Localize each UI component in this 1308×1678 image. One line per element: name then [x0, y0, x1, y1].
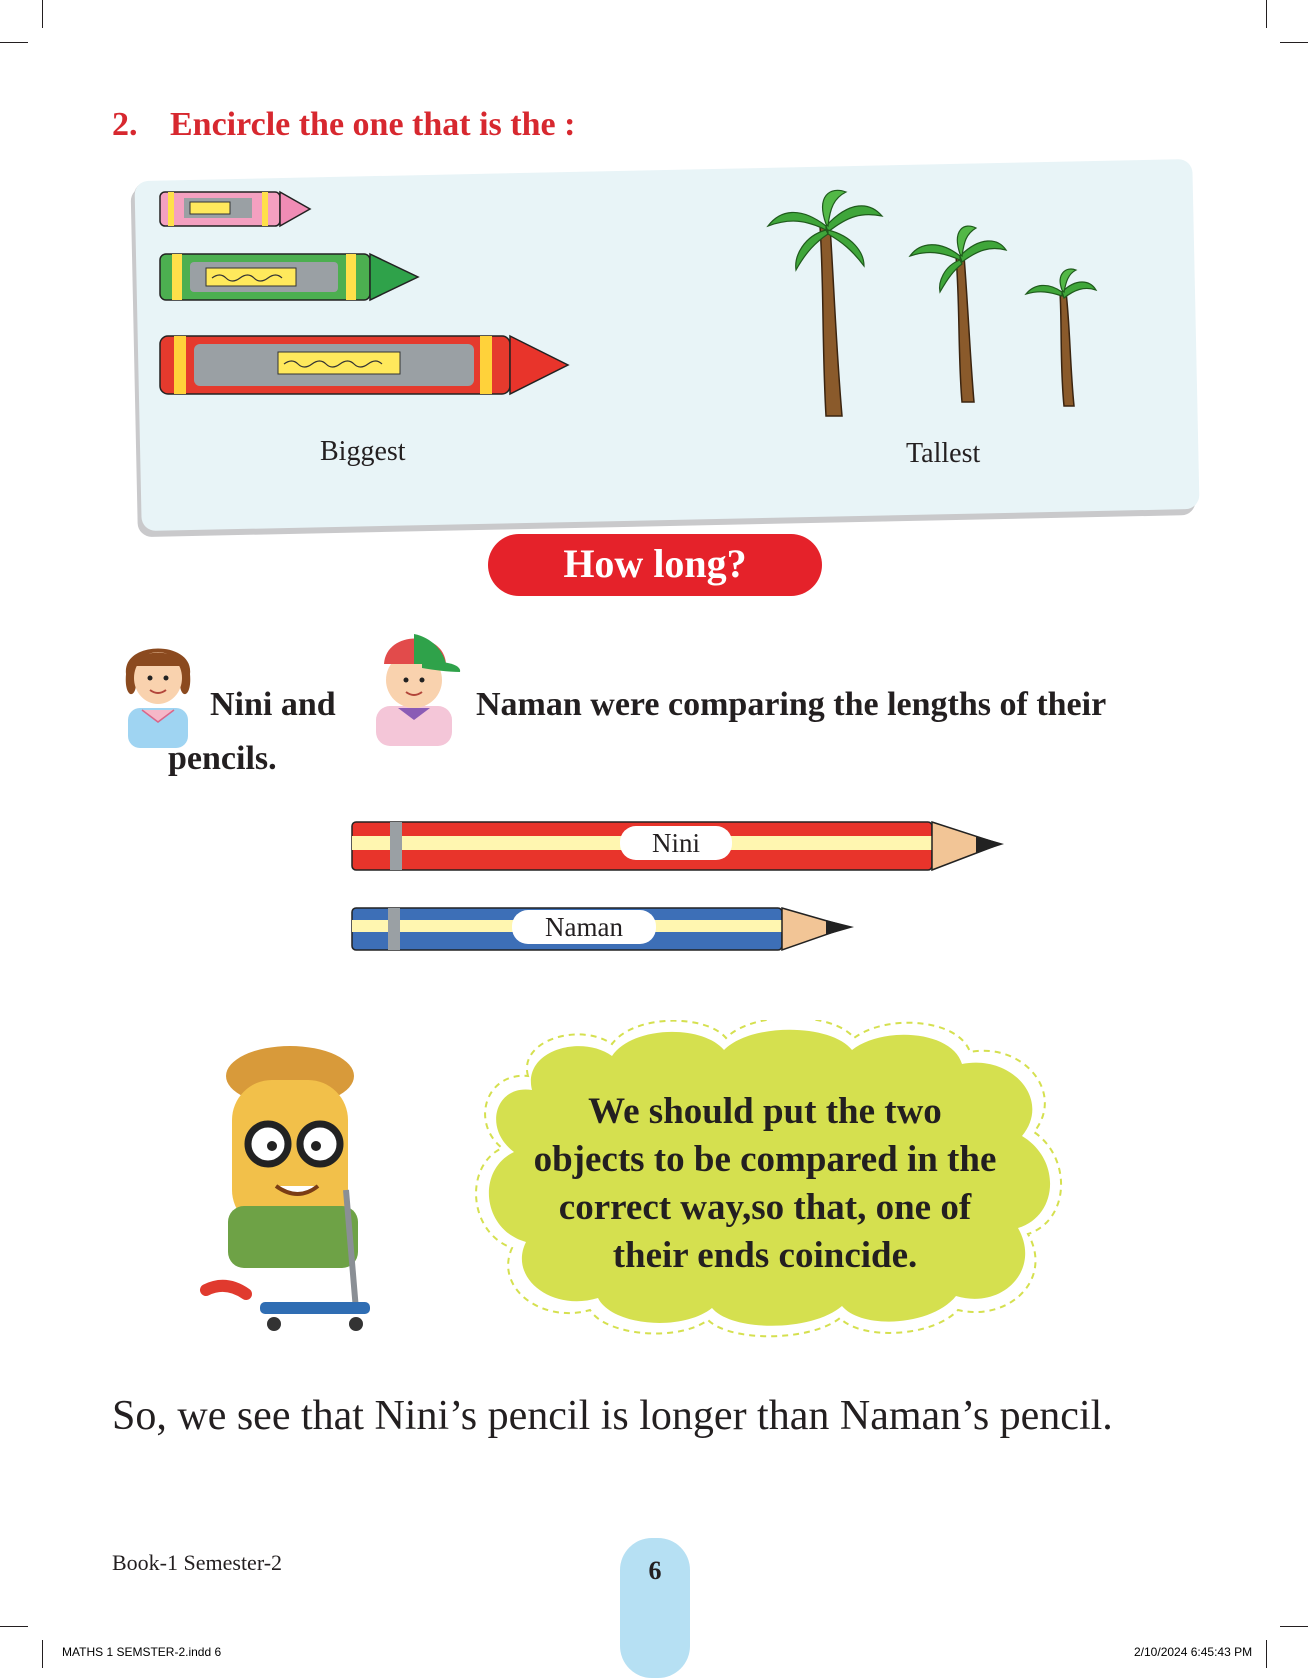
caption-biggest: Biggest: [320, 436, 406, 467]
crop-mark-bottom-right-h: [1280, 1626, 1308, 1627]
crayon-medium-icon: [160, 254, 418, 300]
tip-line-3: correct way,so that, one of: [558, 1187, 972, 1228]
conclusion-text: So, we see that Nini’s pencil is longer than Naman’s pencil.: [112, 1393, 1113, 1439]
nini-girl-icon: [112, 630, 204, 748]
palm-tree-tall-icon: [768, 190, 882, 416]
crop-mark-top-left-h: [0, 42, 28, 43]
tip-line-1: We should put the two: [588, 1091, 942, 1132]
pencil-label-naman: Naman: [512, 910, 656, 944]
story-line-2: pencils.: [168, 740, 277, 777]
mascot-character-icon: [170, 1040, 400, 1332]
crop-mark-bottom-left-h: [0, 1626, 28, 1627]
palm-tree-illustrations: [760, 186, 1120, 426]
crop-mark-bottom-left-v: [42, 1640, 43, 1668]
tip-line-4: their ends coincide.: [612, 1235, 918, 1276]
crayon-small-icon: [160, 192, 310, 226]
story-line-1b: Naman were comparing the lengths of their: [476, 686, 1107, 723]
slug-file-name: MATHS 1 SEMSTER-2.indd 6: [62, 1645, 222, 1659]
crayon-big-icon: [160, 336, 568, 394]
page-number: 6: [648, 1556, 662, 1585]
tip-text: [480, 1088, 1050, 1280]
palm-tree-medium-icon: [910, 226, 1006, 402]
section-title-pill: How long?: [488, 534, 822, 596]
pencil-label-nini: Nini: [620, 826, 732, 860]
slug-timestamp: 2/10/2024 6:45:43 PM: [1134, 1645, 1253, 1659]
palm-tree-short-icon: [1026, 269, 1096, 406]
story-line-1a: Nini and: [210, 686, 336, 723]
crop-mark-top-left-v: [42, 0, 43, 28]
crayon-illustrations: [150, 184, 590, 424]
crop-mark-top-right-h: [1280, 42, 1308, 43]
tip-line-2: objects to be compared in the: [533, 1139, 997, 1180]
footer-book-label: Book-1 Semester-2: [112, 1550, 283, 1575]
caption-tallest: Tallest: [906, 438, 981, 469]
exercise-number: 2.: [112, 106, 138, 143]
exercise-heading: [112, 106, 575, 144]
exercise-title: Encircle the one that is the :: [170, 106, 576, 143]
naman-boy-icon: [362, 624, 466, 746]
crop-mark-top-right-v: [1266, 0, 1267, 28]
crop-mark-bottom-right-v: [1266, 1640, 1267, 1668]
